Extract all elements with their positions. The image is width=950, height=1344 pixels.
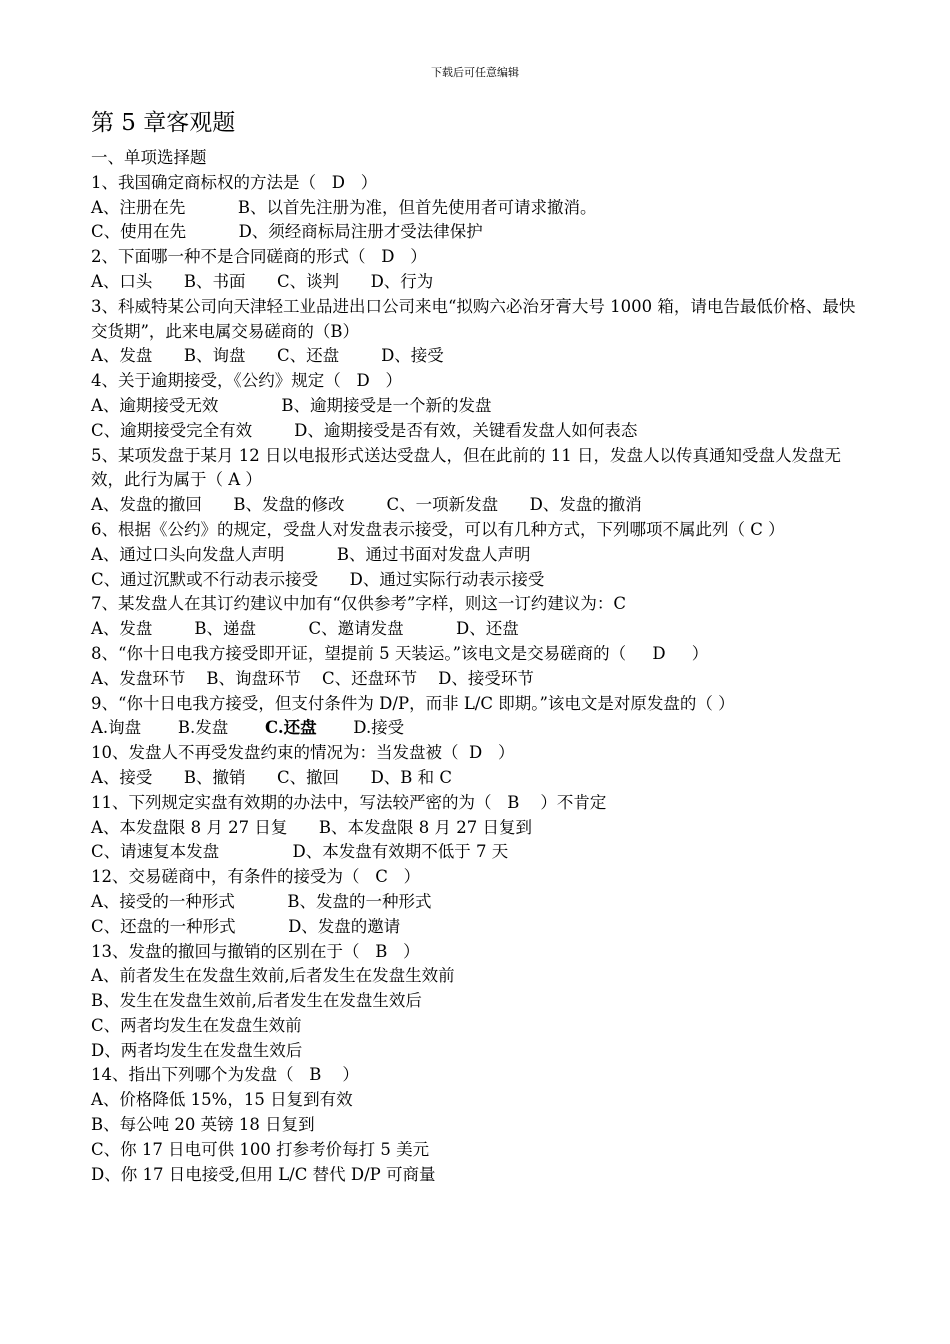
question-13-option-d: D、两者均发生在发盘生效后: [91, 1040, 303, 1060]
question-3: 3、科威特某公司向天津轻工业品进出口公司来电“拟购六必治牙膏大号 1000 箱，请电告最低价格、最快交货期”，此来电属交易磋商的（B）: [91, 296, 856, 341]
question-14-option-c: C、你 17 日电可供 100 打参考价每打 5 美元: [91, 1139, 430, 1159]
question-6-options-ab: A、通过口头向发盘人声明 B、通过书面对发盘人声明: [91, 544, 531, 564]
question-14-option-d: D、你 17 日电接受,但用 L/C 替代 D/P 可商量: [91, 1164, 436, 1184]
question-1: 1、我国确定商标权的方法是（ D ）: [91, 172, 378, 192]
question-14: 14、指出下列哪个为发盘（ B ）: [91, 1065, 359, 1085]
question-12-options-cd: C、还盘的一种形式 D、发盘的邀请: [91, 916, 401, 936]
question-9-options: [91, 716, 863, 741]
chapter-title: 第 5 章客观题: [91, 110, 236, 136]
question-9-option-a: A.询盘: [91, 718, 142, 738]
question-7: 7、某发盘人在其订约建议中加有“仅供参考”字样，则这一订约建议为：C: [91, 594, 626, 614]
question-10: 10、发盘人不再受发盘约束的情况为：当发盘被（ D ）: [91, 743, 515, 763]
question-3-options: A、发盘 B、询盘 C、还盘 D、接受: [91, 346, 444, 366]
question-9-option-b: B.发盘: [177, 718, 229, 738]
question-5: 5、某项发盘于某月 12 日以电报形式送达受盘人，但在此前的 11 日，发盘人以传真通知受盘人发盘无效，此行为属于（ A ）: [91, 445, 841, 490]
question-13: 13、发盘的撤回与撤销的区别在于（ B ）: [91, 941, 420, 961]
question-9: 9、“你十日电我方接受，但支付条件为 D/P，而非 L/C 即期。”该电文是对原发盘的（ ）: [91, 693, 735, 713]
question-11: 11、下列规定实盘有效期的办法中，写法较严密的为（ B ）不肯定: [91, 792, 607, 812]
question-13-option-a: A、前者发生在发盘生效前,后者发生在发盘生效前: [91, 966, 455, 986]
question-12: 12、交易磋商中，有条件的接受为（ C ）: [91, 867, 421, 887]
question-14-option-a: A、价格降低 15%，15 日复到有效: [91, 1090, 353, 1110]
question-6-options-cd: C、通过沉默或不行动表示接受 D、通过实际行动表示接受: [91, 569, 545, 589]
question-6: 6、根据《公约》的规定，受盘人对发盘表示接受，可以有几种方式，下列哪项不属此列（ C ）: [91, 519, 785, 539]
question-4-options-cd: C、逾期接受完全有效 D、逾期接受是否有效，关键看发盘人如何表态: [91, 420, 638, 440]
question-2: 2、下面哪一种不是合同磋商的形式（ D ）: [91, 247, 427, 267]
question-1-options-ab: A、注册在先 B、以首先注册为准，但首先使用者可请求撤消。: [91, 197, 597, 217]
page-header: 下载后可任意编辑: [431, 66, 519, 79]
question-4-options-ab: A、逾期接受无效 B、逾期接受是一个新的发盘: [91, 395, 492, 415]
question-12-options-ab: A、接受的一种形式 B、发盘的一种形式: [91, 891, 432, 911]
question-14-option-b: B、每公吨 20 英镑 18 日复到: [91, 1115, 315, 1135]
question-13-option-c: C、两者均发生在发盘生效前: [91, 1015, 302, 1035]
question-4: 4、关于逾期接受，《公约》规定（ D ）: [91, 371, 402, 391]
question-9-option-c: C.还盘: [264, 718, 317, 738]
question-13-option-b: B、发生在发盘生效前,后者发生在发盘生效后: [91, 991, 422, 1011]
question-9-option-d: D.接受: [353, 718, 405, 738]
document-body: [91, 108, 863, 1187]
question-8-options: A、发盘环节 B、询盘环节 C、还盘环节 D、接受环节: [91, 668, 534, 688]
question-11-options-cd: C、请速复本发盘 D、本发盘有效期不低于 7 天: [91, 842, 509, 862]
section-heading: 一、单项选择题: [91, 148, 207, 167]
question-10-options: A、接受 B、撤销 C、撤回 D、B 和 C: [91, 767, 453, 787]
question-8: 8、“你十日电我方接受即开证，望提前 5 天装运。”该电文是交易磋商的（ D ）: [91, 643, 709, 663]
question-2-options: A、口头 B、书面 C、谈判 D、行为: [91, 271, 434, 291]
question-7-options: A、发盘 B、递盘 C、邀请发盘 D、还盘: [91, 619, 519, 639]
question-5-options: A、发盘的撤回 B、发盘的修改 C、一项新发盘 D、发盘的撤消: [91, 495, 642, 515]
question-11-options-ab: A、本发盘限 8 月 27 日复 B、本发盘限 8 月 27 日复到: [91, 817, 532, 837]
question-1-options-cd: C、使用在先 D、须经商标局注册才受法律保护: [91, 222, 483, 242]
